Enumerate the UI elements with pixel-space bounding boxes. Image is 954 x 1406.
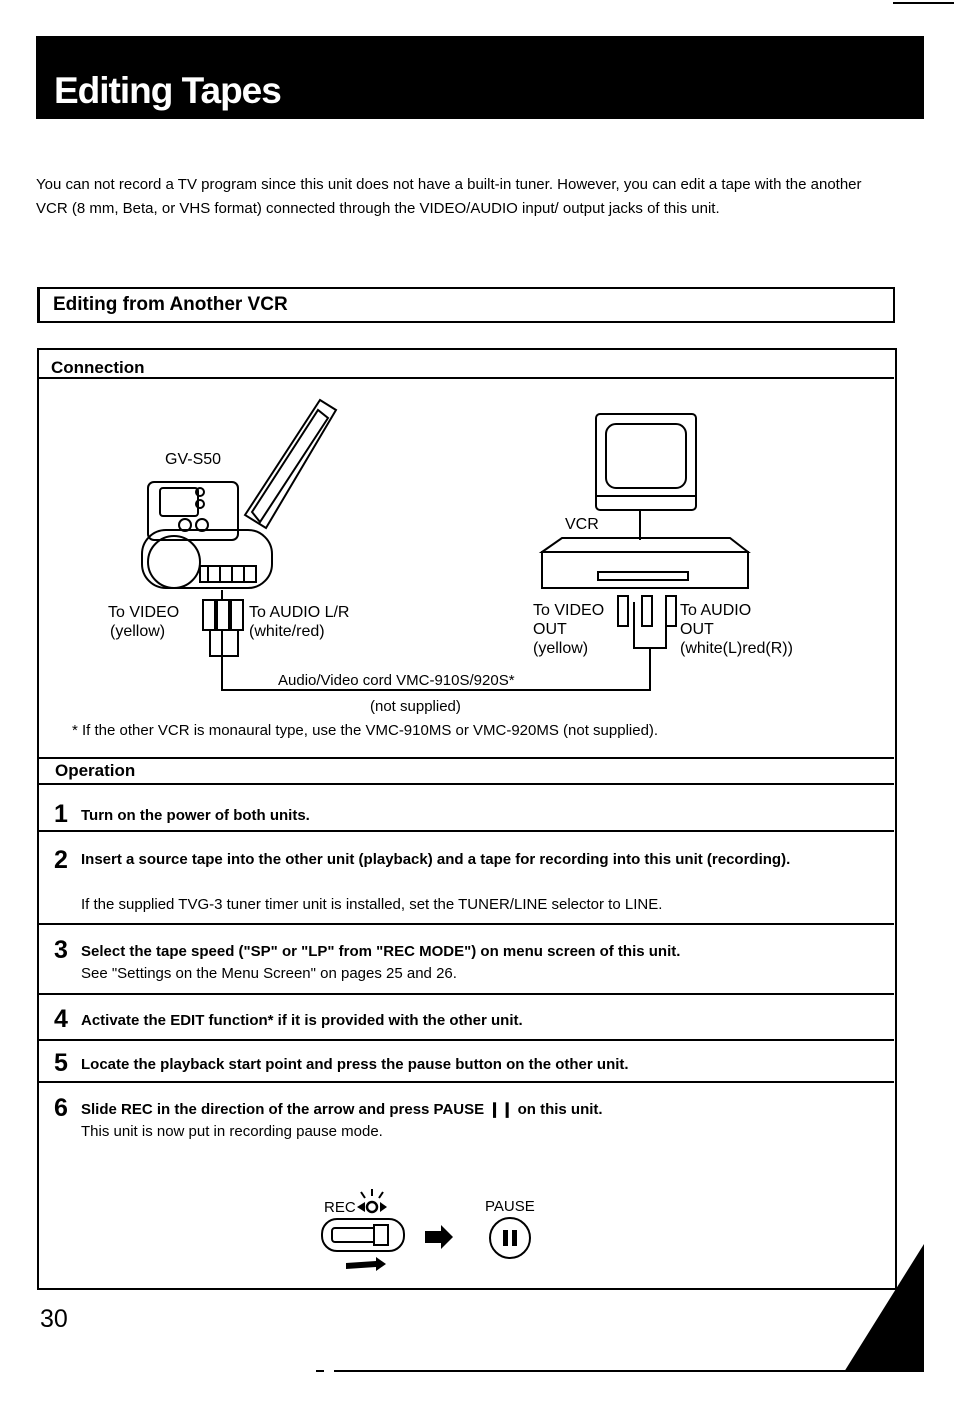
operation-header: Operation	[55, 761, 136, 780]
step-divider	[39, 830, 894, 832]
bottom-dash	[316, 1370, 324, 1372]
section-header	[37, 287, 895, 323]
right-audio-out: OUT	[680, 621, 714, 638]
step-title: Turn on the power of both units.	[81, 807, 310, 824]
step-detail: See "Settings on the Menu Screen" on pages 25 and 26.	[81, 965, 457, 982]
step-detail: If the supplied TVG-3 tuner timer unit is installed, set the TUNER/LINE selector to LINE.	[81, 896, 663, 913]
unit-label: GV-S50	[165, 451, 222, 468]
step-number: 4	[54, 1005, 68, 1033]
operation-top-rule	[39, 757, 894, 759]
left-video-color: (yellow)	[110, 623, 166, 640]
title-banner	[36, 36, 924, 119]
step-title: Locate the playback start point and press the pause button on the other unit.	[81, 1056, 629, 1073]
step-number: 1	[54, 800, 68, 828]
camcorder-illustration	[142, 400, 336, 588]
top-rule	[893, 2, 954, 4]
right-video-out: OUT	[533, 621, 567, 638]
operation-header-rule	[39, 783, 894, 785]
connection-diagram	[40, 380, 890, 735]
step-title: Slide REC in the direction of the arrow and press PAUSE ❙❙ on this unit.	[81, 1101, 603, 1118]
rec-pause-illustration	[310, 1180, 570, 1280]
left-audio-label: To AUDIO L/R	[249, 604, 350, 621]
step-divider	[39, 923, 894, 925]
tv-illustration	[596, 414, 696, 540]
step-title: Activate the EDIT function* if it is provided with the other unit.	[81, 1012, 523, 1029]
step-number: 3	[54, 936, 68, 964]
page-number: 30	[40, 1305, 68, 1333]
connection-rule	[39, 377, 894, 379]
step-divider	[39, 1039, 894, 1041]
step-detail: This unit is now put in recording pause mode.	[81, 1123, 383, 1140]
step-number: 2	[54, 846, 68, 874]
step-number: 6	[54, 1094, 68, 1122]
section-title: Editing from Another VCR	[53, 294, 288, 315]
intro-paragraph: You can not record a TV program since this unit does not have a built-in tuner. However, you can edit a tape with the another VCR (8 mm, Beta, or VHS format) connected through the VIDEO/AUDIO input/ output jacks of this unit.	[36, 176, 862, 217]
vcr-illustration	[542, 538, 748, 588]
right-video-color: (yellow)	[533, 640, 589, 657]
right-audio-label: To AUDIO	[680, 602, 752, 619]
arrow-right-icon	[425, 1225, 453, 1249]
cord-label: Audio/Video cord VMC-910S/920S*	[278, 672, 515, 689]
step-number: 5	[54, 1049, 68, 1077]
step-divider	[39, 993, 894, 995]
connection-header: Connection	[51, 358, 145, 377]
pause-label: PAUSE	[485, 1198, 535, 1215]
right-video-label: To VIDEO	[533, 602, 605, 619]
left-video-label: To VIDEO	[108, 604, 180, 621]
page-edge-tab	[842, 1244, 926, 1374]
step-title: Insert a source tape into the other unit (playback) and a tape for recording into this unit (recording).	[81, 851, 791, 868]
rec-label: REC	[324, 1199, 356, 1216]
left-audio-color: (white/red)	[249, 623, 325, 640]
connection-footnote: * If the other VCR is monaural type, use the VMC-910MS or VMC-920MS (not supplied).	[72, 722, 659, 739]
right-audio-color: (white(L)red(R))	[680, 640, 793, 657]
vcr-label: VCR	[565, 516, 599, 533]
step-divider	[39, 1081, 894, 1083]
pause-button-icon	[490, 1218, 530, 1258]
bottom-rule	[334, 1370, 854, 1372]
step-title: Select the tape speed ("SP" or "LP" from "REC MODE") on menu screen of this unit.	[81, 943, 681, 960]
page-title: Editing Tapes	[54, 70, 281, 111]
cord-note: (not supplied)	[370, 698, 461, 715]
